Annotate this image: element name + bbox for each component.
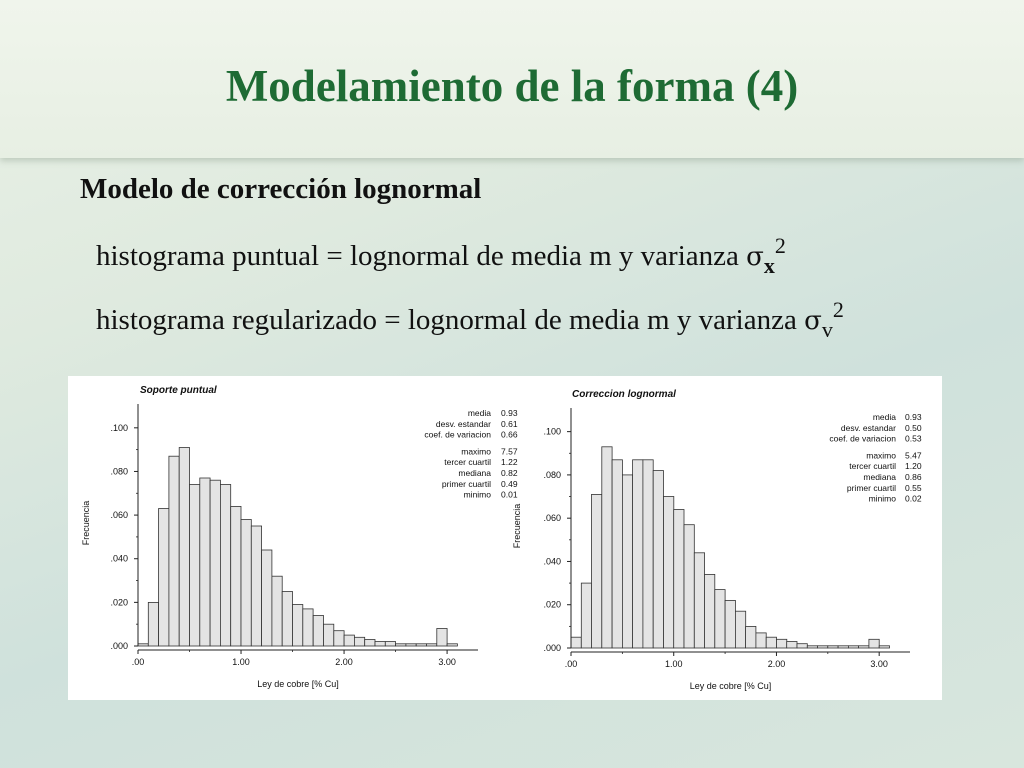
histogram-bar bbox=[385, 642, 395, 646]
stat-label: desv. estandar bbox=[840, 422, 896, 433]
chart-title: Correccion lognormal bbox=[572, 389, 676, 400]
histogram-bar bbox=[303, 609, 313, 646]
bullet-text: histograma regularizado = lognormal de media m y varianza bbox=[96, 304, 805, 336]
histogram-bar bbox=[231, 506, 241, 646]
stat-value: 0.55 bbox=[905, 482, 922, 493]
y-axis-label: Frecuencia bbox=[512, 503, 522, 549]
sigma-subscript: x bbox=[763, 253, 775, 278]
histogram-bar bbox=[787, 642, 797, 649]
y-tick-label: .100 bbox=[543, 426, 561, 437]
histogram-bar bbox=[879, 646, 889, 648]
histogram-bar bbox=[633, 460, 643, 648]
histogram-bar bbox=[251, 526, 261, 646]
histogram-bar bbox=[818, 646, 828, 648]
histogram-bar bbox=[406, 644, 416, 646]
histogram-bar bbox=[602, 447, 612, 648]
stat-label: primer cuartil bbox=[441, 478, 491, 489]
histogram-bar bbox=[807, 646, 817, 648]
sigma-superscript: 2 bbox=[832, 297, 844, 322]
histogram-bar bbox=[396, 644, 406, 646]
histogram-bar bbox=[262, 550, 272, 646]
stat-label: media bbox=[467, 408, 491, 418]
x-tick-label: 2.00 bbox=[767, 659, 786, 669]
histogram-bar bbox=[282, 592, 292, 647]
histogram-bar bbox=[571, 637, 581, 648]
stat-value: 1.20 bbox=[905, 461, 922, 472]
stat-label: minimo bbox=[463, 489, 491, 500]
histogram-bar bbox=[354, 637, 364, 646]
stat-value: 0.61 bbox=[501, 418, 518, 429]
histogram-bar bbox=[334, 631, 344, 646]
stat-value: 0.49 bbox=[501, 478, 518, 489]
histogram-bar bbox=[344, 635, 354, 646]
histogram-bar bbox=[694, 553, 704, 648]
histogram-bar bbox=[375, 642, 385, 646]
histogram-bar bbox=[148, 602, 158, 646]
histogram-bar bbox=[313, 616, 323, 647]
histogram-panel bbox=[68, 376, 942, 700]
x-tick-label: 3.00 bbox=[438, 657, 456, 667]
y-tick-label: .000 bbox=[543, 643, 561, 653]
histogram-bar bbox=[746, 626, 756, 648]
histogram-bar bbox=[169, 456, 179, 646]
stat-label: tercer cuartil bbox=[444, 457, 491, 468]
x-tick-label: 1.00 bbox=[232, 657, 250, 667]
y-tick-label: .100 bbox=[110, 422, 128, 433]
stat-label: mediana bbox=[458, 468, 491, 478]
histogram-bar bbox=[735, 611, 745, 648]
chart-title: Soporte puntual bbox=[140, 385, 217, 396]
histogram-bar bbox=[756, 633, 766, 648]
x-tick-label: 3.00 bbox=[870, 659, 888, 669]
histogram-bar bbox=[190, 485, 200, 647]
histogram-bar bbox=[447, 644, 457, 646]
histogram-bar bbox=[581, 583, 591, 648]
x-tick-label: 2.00 bbox=[335, 657, 353, 667]
y-tick-label: .020 bbox=[543, 599, 561, 610]
y-tick-label: .040 bbox=[543, 556, 561, 567]
y-tick-label: .060 bbox=[110, 510, 128, 521]
histogram-bar bbox=[766, 637, 776, 648]
histogram-bar bbox=[797, 644, 807, 648]
y-tick-label: .060 bbox=[543, 513, 561, 524]
histogram-bar bbox=[612, 460, 622, 648]
histogram-bar bbox=[592, 494, 602, 648]
histogram-bar bbox=[869, 639, 879, 648]
stat-label: minimo bbox=[868, 493, 896, 504]
stat-value: 0.53 bbox=[905, 433, 922, 444]
stat-value: 0.93 bbox=[905, 412, 922, 422]
y-tick-label: .080 bbox=[543, 469, 561, 480]
x-axis-label: Ley de cobre [% Cu] bbox=[689, 681, 772, 691]
stat-value: 0.50 bbox=[905, 422, 922, 433]
histogram-bar bbox=[200, 478, 210, 646]
histograms-svg bbox=[68, 376, 942, 700]
histogram-bar bbox=[725, 600, 735, 648]
stat-value: 0.01 bbox=[501, 489, 518, 500]
y-tick-label: .080 bbox=[110, 466, 128, 477]
histogram-bar bbox=[777, 639, 787, 648]
stat-label: mediana bbox=[863, 472, 896, 482]
histogram-bar bbox=[622, 475, 632, 648]
sigma-symbol: σ bbox=[804, 306, 822, 336]
histogram-bar bbox=[664, 497, 674, 649]
histogram-bar bbox=[138, 644, 148, 646]
histogram-bar bbox=[220, 485, 230, 647]
bullet-line-puntual bbox=[96, 233, 786, 278]
stat-value: 5.47 bbox=[905, 450, 922, 461]
x-tick-label: 1.00 bbox=[664, 659, 683, 669]
stat-value: 0.93 bbox=[501, 408, 518, 418]
stat-value: 0.66 bbox=[501, 429, 518, 440]
stat-value: 7.57 bbox=[501, 446, 518, 457]
slide-subtitle: Modelo de corrección lognormal bbox=[80, 173, 482, 205]
y-tick-label: .040 bbox=[110, 553, 128, 564]
stat-label: primer cuartil bbox=[846, 482, 896, 493]
histogram-bar bbox=[705, 574, 715, 648]
stat-value: 1.22 bbox=[501, 457, 518, 468]
histogram-bar bbox=[715, 590, 725, 648]
histogram-bar bbox=[416, 644, 426, 646]
sigma-superscript: 2 bbox=[774, 233, 786, 258]
histogram-bar bbox=[179, 448, 189, 647]
stat-value: 0.86 bbox=[905, 472, 922, 482]
histogram-bar bbox=[859, 646, 869, 648]
sigma-symbol: σ bbox=[746, 242, 764, 272]
histogram-bar bbox=[241, 520, 251, 647]
stat-label: maximo bbox=[866, 450, 896, 461]
y-axis-label: Frecuencia bbox=[81, 500, 91, 546]
stat-label: tercer cuartil bbox=[849, 461, 896, 472]
histogram-bar bbox=[159, 509, 169, 647]
histogram-bar bbox=[643, 460, 653, 648]
histogram-bar bbox=[324, 624, 334, 646]
stat-label: coef. de variacion bbox=[424, 429, 491, 440]
stat-value: 0.82 bbox=[501, 468, 518, 478]
y-tick-label: .000 bbox=[110, 641, 128, 651]
sigma-subscript: v bbox=[821, 317, 833, 342]
y-tick-label: .020 bbox=[110, 597, 128, 608]
x-tick-label: .00 bbox=[564, 659, 578, 669]
histogram-bar bbox=[365, 640, 375, 647]
histogram-bar bbox=[674, 510, 684, 649]
histogram-bar bbox=[437, 629, 447, 647]
bullet-text: histograma puntual = lognormal de media m y varianza bbox=[96, 240, 747, 272]
stat-value: 0.02 bbox=[905, 493, 922, 504]
histogram-bar bbox=[828, 646, 838, 648]
stat-label: maximo bbox=[461, 446, 491, 457]
x-axis-label: Ley de cobre [% Cu] bbox=[257, 679, 339, 689]
slide-title: Modelamiento de la forma (4) bbox=[225, 61, 799, 111]
stat-label: desv. estandar bbox=[435, 418, 491, 429]
histogram-bar bbox=[653, 471, 663, 648]
stat-label: coef. de variacion bbox=[829, 433, 896, 444]
histogram-bar bbox=[684, 525, 694, 648]
histogram-bar bbox=[427, 644, 437, 646]
histogram-bar bbox=[838, 646, 848, 648]
x-tick-label: .00 bbox=[131, 657, 145, 667]
histogram-bar bbox=[272, 576, 282, 646]
stat-label: media bbox=[872, 412, 896, 422]
histogram-bar bbox=[210, 480, 220, 646]
histogram-bar bbox=[293, 605, 303, 647]
histogram-bar bbox=[848, 646, 858, 648]
bullet-line-regularizado bbox=[96, 297, 844, 342]
